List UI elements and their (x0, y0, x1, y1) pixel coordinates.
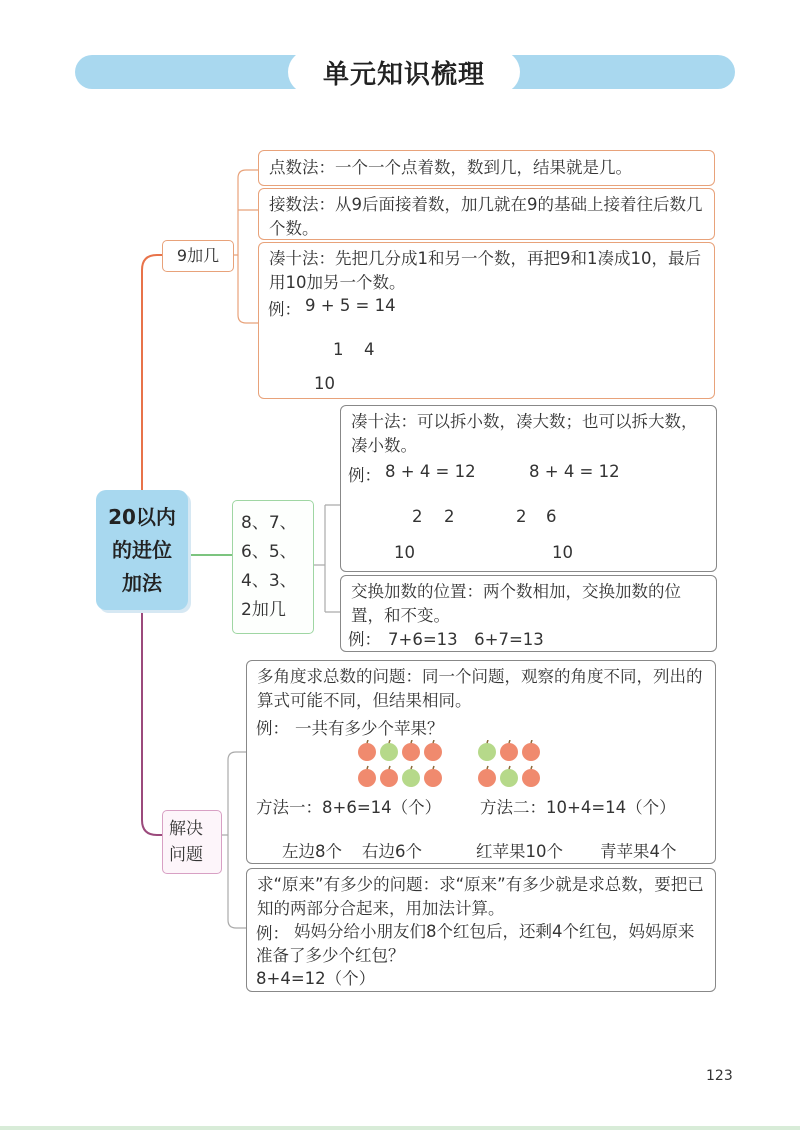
commutative-example: 7+6=13 6+7=13 (388, 630, 544, 649)
red-apple-icon (424, 769, 442, 787)
branch3-line-1: 解决 (169, 819, 203, 839)
apples-illustration (355, 740, 555, 792)
center-topic (96, 490, 188, 610)
red-apple-icon (522, 743, 540, 761)
green-apple-icon (402, 769, 420, 787)
make-ten-split-text: 凑十法：可以拆小数，凑大数；也可以拆大数，凑小数。 (351, 412, 698, 455)
original-amount-text: 求“原来”有多少的问题：求“原来”有多少就是求总数，要把已知的两部分合起来，用加法计算。 (257, 875, 704, 918)
branch-9-plus-label: 9加几 (176, 246, 220, 265)
page-title: 单元知识梳理 (288, 50, 520, 94)
branch2-line-1: 8、7、 (241, 513, 297, 533)
green-apple-icon (380, 743, 398, 761)
red-apple-icon (500, 743, 518, 761)
red-apple-icon (358, 743, 376, 761)
green-apple-icon (500, 769, 518, 787)
example-label: 例： (348, 630, 381, 649)
method-two-right: 青苹果4个 (600, 842, 677, 861)
green-apple-icon (478, 743, 496, 761)
method-one-right: 右边6个 (362, 842, 422, 861)
bottom-strip (0, 1126, 800, 1130)
example-equation: 9 + 5 = 14 (305, 296, 396, 315)
example-label: 例： (256, 924, 289, 943)
center-line-2: 的进位 (112, 537, 172, 562)
example-equation-2: 8 + 4 = 12 (529, 462, 620, 481)
red-apple-icon (478, 769, 496, 787)
count-on-method-box (258, 188, 715, 240)
split-left: 1 (333, 340, 344, 359)
branch-8-7-6-plus (232, 500, 314, 634)
example-equation-1: 8 + 4 = 12 (385, 462, 476, 481)
branch2-line-4: 2加几 (241, 600, 286, 620)
eq2-split-left: 2 (516, 507, 527, 526)
branch2-line-2: 6、5、 (241, 542, 297, 562)
red-apple-icon (424, 743, 442, 761)
page-number: 123 (706, 1068, 733, 1084)
eq2-split-right: 6 (546, 507, 557, 526)
multi-angle-text: 多角度求总数的问题：同一个问题，观察的角度不同，列出的算式可能不同，但结果相同。 (257, 667, 703, 710)
counting-method-box (258, 150, 715, 186)
eq1-split-left: 2 (412, 507, 423, 526)
counting-method-text: 点数法：一个一个点着数，数到几，结果就是几。 (269, 158, 632, 177)
red-apple-icon (402, 743, 420, 761)
eq2-ten: 10 (552, 543, 573, 562)
method-two: 方法二：10+4=14（个） (480, 798, 676, 817)
branch-problem-solving (162, 810, 222, 874)
split-right: 4 (364, 340, 375, 359)
example-label: 例： (268, 300, 301, 319)
example-label: 例： (348, 466, 381, 485)
eq1-ten: 10 (394, 543, 415, 562)
count-on-method-text: 接数法：从9后面接着数，加几就在9的基础上接着往后数几个数。 (269, 195, 703, 238)
original-amount-answer: 8+4=12（个） (256, 969, 376, 988)
center-line-1: 20以内 (108, 504, 176, 529)
branch2-line-3: 4、3、 (241, 571, 297, 591)
red-apple-icon (522, 769, 540, 787)
method-one: 方法一：8+6=14（个） (256, 798, 442, 817)
commutative-text: 交换加数的位置：两个数相加，交换加数的位置，和不变。 (351, 582, 681, 625)
method-one-left: 左边8个 (282, 842, 342, 861)
branch-9-plus (162, 240, 234, 272)
red-apple-icon (380, 769, 398, 787)
original-amount-example: 妈妈分给小朋友们8个红包后，还剩4个红包，妈妈原来准备了多少个红包？ (256, 922, 695, 965)
method-two-left: 红苹果10个 (476, 842, 563, 861)
example-label: 例： (256, 719, 289, 738)
example-question: 一共有多少个苹果？ (295, 719, 444, 738)
branch3-line-2: 问题 (169, 845, 203, 865)
ten-result: 10 (314, 374, 335, 393)
eq1-split-right: 2 (444, 507, 455, 526)
red-apple-icon (358, 769, 376, 787)
make-ten-method-text: 凑十法：先把几分成1和另一个数，再把9和1凑成10，最后用10加另一个数。 (269, 249, 701, 292)
center-line-3: 加法 (122, 570, 162, 595)
